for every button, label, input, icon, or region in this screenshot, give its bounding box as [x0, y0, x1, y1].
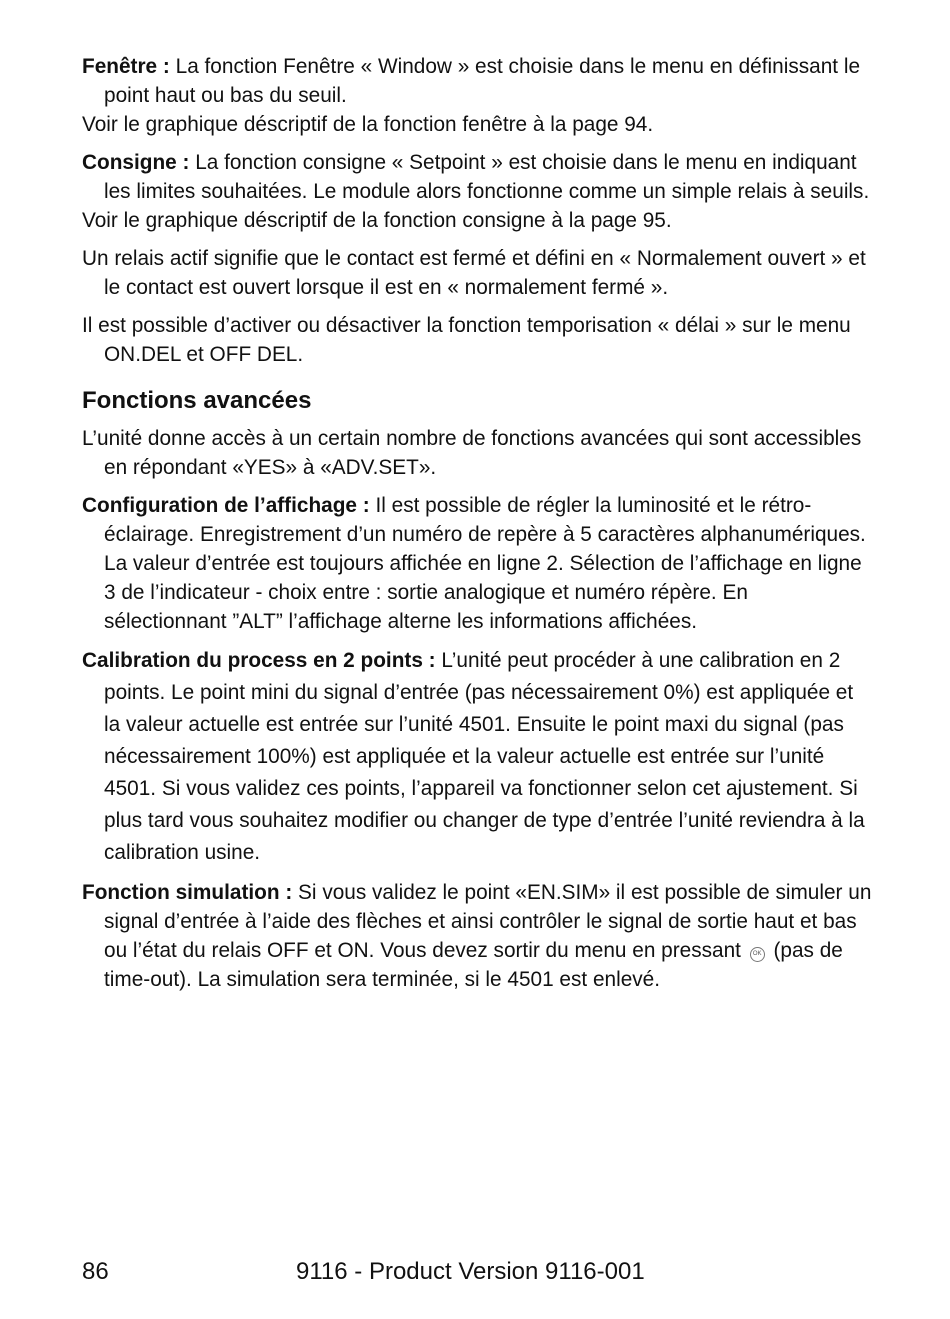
term-consigne: Consigne :	[82, 151, 190, 174]
product-version: 9116 - Product Version 9116-001	[296, 1258, 645, 1285]
ref-consigne: Voir le graphique déscriptif de la fonction consigne à la page 95.	[82, 209, 672, 232]
paragraph-intro: L’unité donne accès à un certain nombre de fonctions avancées qui sont accessibles en répondant «YES» à «ADV.SET».	[82, 427, 862, 479]
text-consigne: La fonction consigne « Setpoint » est choisie dans le menu en indiquant les limites souhaitées. Le module alors fonctionne comme un simple relais à seuils.	[104, 151, 870, 203]
paragraph-relais: Un relais actif signifie que le contact est fermé et défini en « Normalement ouvert » et le contact est ouvert lorsque il est en « normalement fermé ».	[82, 247, 866, 299]
ok-button-icon: OK	[750, 947, 765, 962]
text-simulation-after: (pas de time-out). La simulation sera terminée, si le 4501 est enlevé.	[104, 939, 843, 991]
paragraph-temporisation: Il est possible d’activer ou désactiver la fonction temporisation « délai » sur le menu ON.DEL et OFF DEL.	[82, 314, 851, 366]
document-page	[82, 52, 872, 1003]
term-fenetre: Fenêtre :	[82, 55, 170, 78]
term-simulation: Fonction simulation :	[82, 881, 293, 904]
term-configuration: Configuration de l’affichage :	[82, 494, 370, 517]
ref-fenetre: Voir le graphique déscriptif de la fonction fenêtre à la page 94.	[82, 113, 654, 136]
paragraph-fenetre	[82, 52, 872, 139]
text-fenetre: La fonction Fenêtre « Window » est choisie dans le menu en définissant le point haut ou bas du seuil.	[104, 55, 861, 107]
page-number: 86	[82, 1258, 109, 1285]
text-calibration: L’unité peut procéder à une calibration en 2 points. Le point mini du signal d’entrée (pas nécessairement 0%) est appliquée et la valeur actuelle est entrée sur l’unité 4501. Ensuite le point maxi du signal (pas nécessairement 100%) est appliquée et la valeur actuelle est entrée sur l’unité 4501. Si vous validez ces points, l’appareil va fonctionner selon cet ajustement. Si plus tard vous souhaitez modifier ou changer de type d’entrée l’unité reviendra à la calibration usine.	[104, 649, 865, 864]
paragraph-simulation	[82, 878, 872, 994]
term-calibration: Calibration du process en 2 points :	[82, 649, 436, 672]
section-heading: Fonctions avancées	[82, 387, 312, 414]
text-simulation-before: Si vous validez le point «EN.SIM» il est possible de simuler un signal d’entrée à l’aide des flèches et ainsi contrôler le signal de sortie haut et bas ou l’état du relais OFF et ON. Vous devez sortir du menu en pressant	[104, 881, 872, 962]
paragraph-consigne	[82, 148, 872, 235]
paragraph-calibration	[82, 645, 872, 869]
text-configuration: Il est possible de régler la luminosité et le rétro-éclairage. Enregistrement d’un numéro de repère à 5 caractères alphanumériques. La valeur d’entrée est toujours affichée en ligne 2. Sélection de l’affichage en ligne 3 de l’indicateur - choix entre : sortie analogique et numéro répère. En sélectionnant ”ALT” l’affichage alterne les informations affichées.	[104, 494, 866, 633]
paragraph-configuration	[82, 491, 872, 636]
